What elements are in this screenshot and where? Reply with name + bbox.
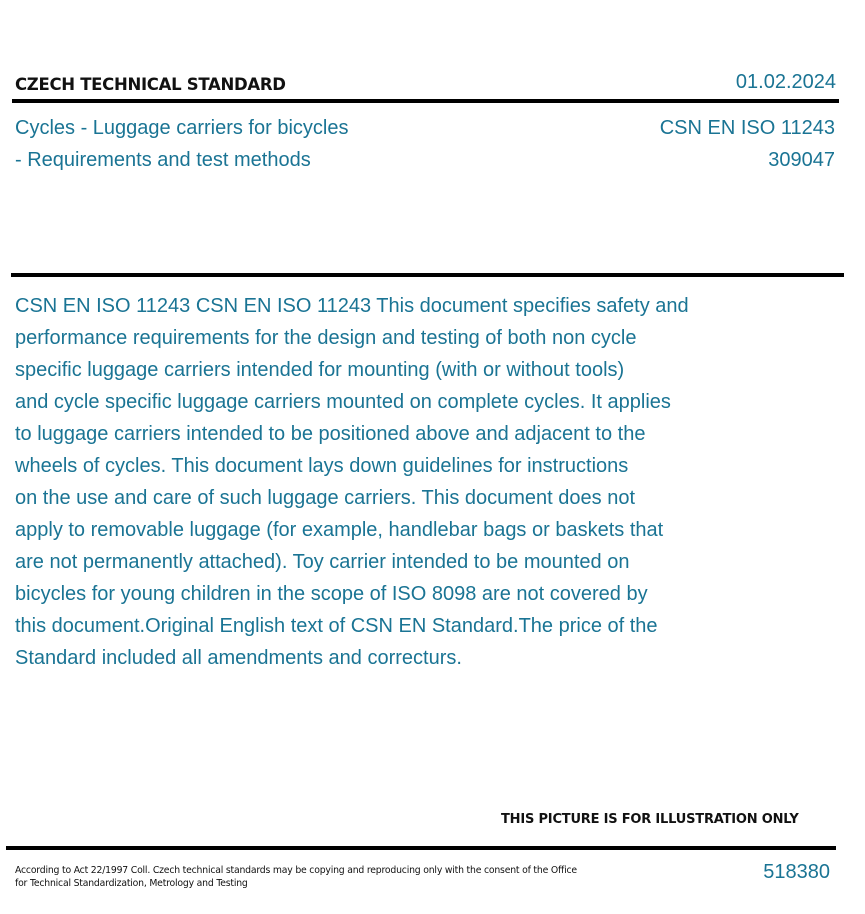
- document-type-label: CZECH TECHNICAL STANDARD: [15, 75, 286, 94]
- standard-code: CSN EN ISO 11243: [659, 117, 835, 139]
- footer-divider: [6, 846, 836, 850]
- document-id: 518380: [763, 861, 830, 883]
- standard-title-line-2: - Requirements and test methods: [15, 149, 311, 171]
- title-divider: [11, 273, 844, 277]
- header-divider: [12, 99, 839, 103]
- illustration-disclaimer: THIS PICTURE IS FOR ILLUSTRATION ONLY: [501, 812, 799, 827]
- standard-description: CSN EN ISO 11243 CSN EN ISO 11243 This document specifies safety and performance requirements for the design and testing of both non cycle specific luggage carriers intended for mounting (with or without tools) and cycle specific luggage carriers mounted on complete cycles. It applies to luggage carriers intended to be positioned above and adjacent to the wheels of cycles. This document lays down guidelines for instructions on the use and care of such luggage carriers. This document does not apply to removable luggage (for example, handlebar bags or baskets that are not permanently attached). Toy carrier intended to be mounted on bicycles for young children in the scope of ISO 8098 are not covered by this document.Original English text of CSN EN Standard.The price of the Standard included all amendments and correcturs.: [15, 295, 689, 669]
- standard-title-line-1: Cycles - Luggage carriers for bicycles: [15, 117, 349, 139]
- publication-date: 01.02.2024: [735, 71, 836, 93]
- legal-notice: According to Act 22/1997 Coll. Czech technical standards may be copying and reproducing only with the consent of the Office for Technical Standardization, Metrology and Testing: [15, 865, 577, 889]
- classification-number: 309047: [768, 149, 835, 171]
